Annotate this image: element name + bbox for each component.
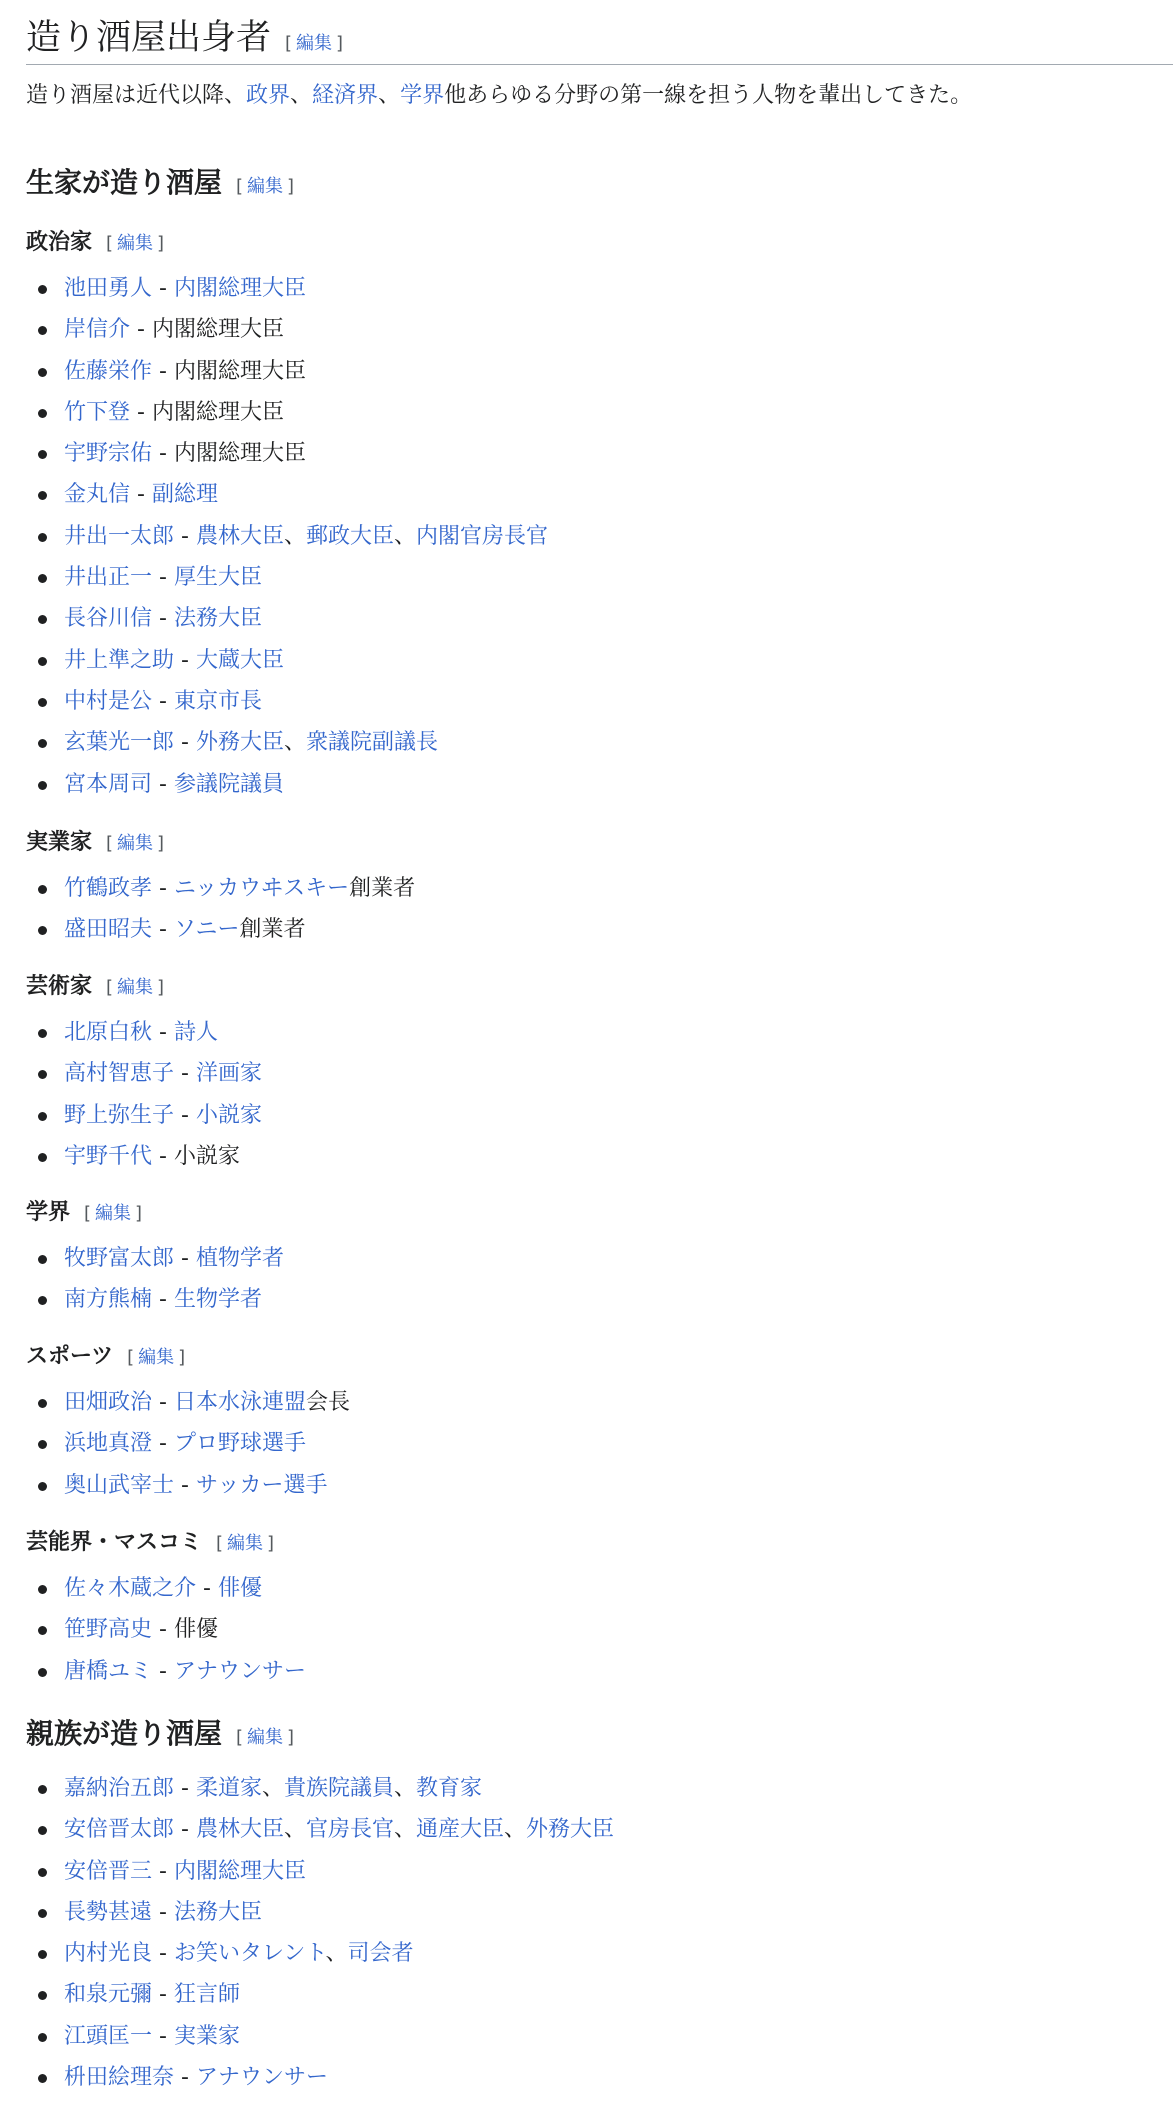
separator: - bbox=[152, 1858, 174, 1884]
role-link[interactable]: 厚生大臣 bbox=[173, 565, 262, 591]
role-link[interactable]: 通産大臣 bbox=[416, 1817, 505, 1843]
role-text: 会長 bbox=[305, 1390, 350, 1415]
page-title-text: 造り酒屋出身者 bbox=[26, 18, 272, 58]
person-list bbox=[26, 1012, 262, 1177]
edit-link[interactable]: 編集 bbox=[247, 176, 284, 197]
role-link[interactable]: ニッカウヰスキー bbox=[173, 876, 350, 901]
edit-section-wrapper: [ 編集 ] bbox=[106, 833, 165, 854]
role-text: 、 bbox=[283, 1817, 306, 1843]
person-list bbox=[26, 868, 415, 951]
separator: - bbox=[130, 317, 152, 343]
separator: - bbox=[174, 1472, 196, 1498]
role-link[interactable]: 生物学者 bbox=[173, 1287, 262, 1313]
intro-link-politics[interactable]: 政界 bbox=[246, 83, 291, 108]
list-item bbox=[26, 1423, 350, 1464]
person-link[interactable]: 笹野高史 bbox=[64, 1617, 153, 1643]
separator: - bbox=[152, 2023, 174, 2049]
section-heading-text: 親族が造り酒屋 bbox=[26, 1717, 223, 1750]
list-item bbox=[26, 516, 548, 557]
role-link[interactable]: 植物学者 bbox=[195, 1246, 284, 1271]
role-link[interactable]: 内閣総理大臣 bbox=[173, 276, 306, 301]
list-item bbox=[26, 764, 548, 805]
subsection-heading bbox=[26, 1196, 142, 1231]
separator: - bbox=[152, 1617, 174, 1643]
intro-text: 他あらゆる分野の第一線を担う人物を輩出してきた。 bbox=[444, 83, 973, 108]
person-list bbox=[26, 1382, 350, 1506]
role-link[interactable]: 狂言師 bbox=[173, 1982, 240, 2008]
list-item bbox=[26, 1892, 614, 1933]
role-link[interactable]: 詩人 bbox=[173, 1020, 218, 1045]
person-link[interactable]: 田畑政治 bbox=[64, 1390, 153, 1415]
role-text: 、 bbox=[283, 730, 306, 756]
list-item bbox=[26, 1136, 262, 1177]
person-link[interactable]: 嘉納治五郎 bbox=[64, 1776, 175, 1801]
person-link[interactable]: 北原白秋 bbox=[64, 1020, 153, 1045]
role-text: 、 bbox=[504, 1817, 527, 1843]
person-link[interactable]: 奥山武宰士 bbox=[64, 1472, 175, 1498]
intro-text: 造り酒屋は近代以降、 bbox=[26, 83, 247, 108]
separator: - bbox=[130, 482, 152, 508]
separator: - bbox=[152, 1390, 174, 1415]
subsection-heading bbox=[26, 226, 164, 261]
role-link[interactable]: 外務大臣 bbox=[195, 730, 284, 756]
person-link[interactable]: 長谷川信 bbox=[64, 606, 153, 632]
separator: - bbox=[152, 1287, 174, 1313]
list-item bbox=[26, 1279, 284, 1320]
edit-link[interactable]: 編集 bbox=[227, 1533, 264, 1554]
separator: - bbox=[152, 1431, 174, 1457]
list-item bbox=[26, 351, 548, 392]
person-link[interactable]: 佐藤栄作 bbox=[64, 358, 153, 384]
list-item bbox=[26, 1851, 614, 1892]
role-text: 、 bbox=[261, 1776, 284, 1801]
person-link[interactable]: 竹鶴政孝 bbox=[64, 876, 153, 901]
person-link[interactable]: 南方熊楠 bbox=[64, 1287, 153, 1313]
list-item bbox=[26, 268, 548, 309]
person-link[interactable]: 竹下登 bbox=[64, 399, 131, 425]
separator: - bbox=[152, 688, 174, 714]
role-link[interactable]: 小説家 bbox=[195, 1102, 262, 1128]
list-item bbox=[26, 1238, 284, 1279]
list-item bbox=[26, 1809, 614, 1850]
list-item bbox=[26, 681, 548, 722]
subsection-heading bbox=[26, 1526, 274, 1561]
person-link[interactable]: 井出正一 bbox=[64, 565, 153, 591]
role-link[interactable]: 司会者 bbox=[347, 1941, 414, 1967]
person-link[interactable]: 浜地真澄 bbox=[64, 1431, 153, 1457]
list-item bbox=[26, 1095, 262, 1136]
person-link[interactable]: 佐々木蔵之介 bbox=[64, 1576, 197, 1601]
list-item bbox=[26, 557, 548, 598]
edit-section-wrapper: [ 編集 ] bbox=[216, 1533, 275, 1554]
edit-link[interactable]: 編集 bbox=[296, 33, 333, 54]
list-item bbox=[26, 640, 548, 681]
role-link[interactable]: 農林大臣 bbox=[195, 523, 284, 549]
person-link[interactable]: 安倍晋太郎 bbox=[64, 1817, 175, 1843]
list-item bbox=[26, 1768, 614, 1809]
list-item bbox=[26, 868, 415, 909]
role-text: 、 bbox=[394, 523, 417, 549]
role-link[interactable]: プロ野球選手 bbox=[173, 1431, 306, 1457]
role-link[interactable]: 教育家 bbox=[416, 1776, 483, 1801]
person-link[interactable]: 池田勇人 bbox=[64, 276, 153, 301]
role-link[interactable]: 郵政大臣 bbox=[305, 523, 394, 549]
role-link[interactable]: 官房長官 bbox=[305, 1817, 394, 1843]
person-link[interactable]: 盛田昭夫 bbox=[64, 917, 153, 943]
subsection-heading-text: 政治家 bbox=[26, 230, 93, 255]
role-link[interactable]: 大蔵大臣 bbox=[195, 647, 284, 673]
separator: - bbox=[174, 1776, 196, 1801]
section-heading-text: 生家が造り酒屋 bbox=[26, 166, 223, 199]
separator: - bbox=[152, 1020, 174, 1045]
edit-link[interactable]: 編集 bbox=[117, 233, 154, 254]
list-item bbox=[26, 2016, 614, 2057]
role-link[interactable]: 実業家 bbox=[173, 2023, 240, 2049]
edit-section-wrapper: [ 編集 ] bbox=[285, 33, 344, 54]
person-link[interactable]: 高村智恵子 bbox=[64, 1061, 175, 1087]
subsection-heading-text: 芸能界・マスコミ bbox=[26, 1530, 203, 1555]
separator: - bbox=[152, 565, 174, 591]
person-list bbox=[26, 1238, 284, 1321]
list-item bbox=[26, 598, 548, 639]
person-link[interactable]: 牧野富太郎 bbox=[64, 1246, 175, 1271]
separator: - bbox=[152, 606, 174, 632]
subsection-heading-text: スポーツ bbox=[26, 1344, 114, 1369]
person-link[interactable]: 枡田絵理奈 bbox=[64, 2065, 175, 2091]
role-text: 俳優 bbox=[173, 1617, 218, 1643]
person-link[interactable]: 江頭匡一 bbox=[64, 2023, 153, 2049]
role-link[interactable]: 副総理 bbox=[151, 482, 218, 508]
role-link[interactable]: 俳優 bbox=[217, 1576, 262, 1601]
person-list bbox=[26, 1568, 306, 1692]
person-list bbox=[26, 268, 548, 805]
role-link[interactable]: 内閣総理大臣 bbox=[173, 1858, 306, 1884]
separator: - bbox=[152, 358, 174, 384]
separator: - bbox=[152, 1941, 174, 1967]
list-item bbox=[26, 2057, 614, 2098]
role-link[interactable]: 日本水泳連盟 bbox=[173, 1390, 306, 1415]
edit-link[interactable]: 編集 bbox=[117, 833, 154, 854]
list-item bbox=[26, 1974, 614, 2015]
subsection-heading bbox=[26, 970, 164, 1005]
list-item bbox=[26, 392, 548, 433]
role-link[interactable]: 農林大臣 bbox=[195, 1817, 284, 1843]
edit-section-wrapper: [ 編集 ] bbox=[106, 233, 165, 254]
subsection-heading-text: 実業家 bbox=[26, 830, 93, 855]
separator: - bbox=[152, 917, 174, 943]
list-item bbox=[26, 1568, 306, 1609]
role-link[interactable]: ソニー bbox=[173, 917, 240, 943]
separator: - bbox=[174, 523, 196, 549]
list-item bbox=[26, 309, 548, 350]
person-list bbox=[26, 1768, 614, 2098]
role-text: 内閣総理大臣 bbox=[151, 317, 284, 343]
person-link[interactable]: 宇野千代 bbox=[64, 1143, 153, 1169]
separator: - bbox=[174, 2065, 196, 2091]
intro-link-academia[interactable]: 学界 bbox=[400, 83, 445, 108]
separator: - bbox=[174, 1817, 196, 1843]
list-item bbox=[26, 1465, 350, 1506]
separator: - bbox=[174, 647, 196, 673]
person-link[interactable]: 内村光良 bbox=[64, 1941, 153, 1967]
person-link[interactable]: 中村是公 bbox=[64, 688, 153, 714]
separator: - bbox=[152, 876, 174, 901]
person-link[interactable]: 唐橋ユミ bbox=[64, 1658, 153, 1684]
role-text: 内閣総理大臣 bbox=[173, 441, 306, 467]
separator: - bbox=[174, 1246, 196, 1271]
list-item bbox=[26, 474, 548, 515]
list-item bbox=[26, 1012, 262, 1053]
intro-sep: 、 bbox=[290, 83, 313, 108]
separator: - bbox=[174, 730, 196, 756]
intro-link-business[interactable]: 経済界 bbox=[312, 83, 379, 108]
role-link[interactable]: アナウンサー bbox=[173, 1658, 306, 1684]
subsection-heading bbox=[26, 1340, 185, 1375]
person-link[interactable]: 和泉元彌 bbox=[64, 1982, 153, 2008]
role-text: 小説家 bbox=[173, 1143, 240, 1169]
person-link[interactable]: 長勢甚遠 bbox=[64, 1899, 153, 1925]
person-link[interactable]: 玄葉光一郎 bbox=[64, 730, 175, 756]
article bbox=[0, 0, 1173, 113]
person-link[interactable]: 井上準之助 bbox=[64, 647, 175, 673]
list-item bbox=[26, 722, 548, 763]
person-link[interactable]: 安倍晋三 bbox=[64, 1858, 153, 1884]
role-text: 、 bbox=[283, 523, 306, 549]
edit-section-wrapper: [ 編集 ] bbox=[236, 176, 295, 197]
person-link[interactable]: 井出一太郎 bbox=[64, 523, 175, 549]
role-text: 内閣総理大臣 bbox=[173, 358, 306, 384]
edit-link[interactable]: 編集 bbox=[247, 1727, 284, 1748]
list-item bbox=[26, 433, 548, 474]
person-link[interactable]: 岸信介 bbox=[64, 317, 131, 343]
separator: - bbox=[174, 1061, 196, 1087]
list-item bbox=[26, 1933, 614, 1974]
separator: - bbox=[196, 1576, 218, 1601]
edit-link[interactable]: 編集 bbox=[117, 977, 154, 998]
role-link[interactable]: 内閣官房長官 bbox=[416, 523, 549, 549]
role-link[interactable]: アナウンサー bbox=[195, 2065, 328, 2091]
separator: - bbox=[152, 441, 174, 467]
person-link[interactable]: 野上弥生子 bbox=[64, 1102, 175, 1128]
edit-section-wrapper: [ 編集 ] bbox=[84, 1203, 143, 1224]
role-link[interactable]: 東京市長 bbox=[173, 688, 262, 714]
role-text: 、 bbox=[325, 1941, 348, 1967]
role-link[interactable]: お笑いタレント bbox=[173, 1941, 326, 1967]
separator: - bbox=[174, 1102, 196, 1128]
role-text: 創業者 bbox=[239, 917, 306, 943]
edit-section-wrapper: [ 編集 ] bbox=[127, 1347, 186, 1368]
list-item bbox=[26, 1651, 306, 1692]
separator: - bbox=[130, 399, 152, 425]
person-link[interactable]: 宇野宗佑 bbox=[64, 441, 153, 467]
role-text: 、 bbox=[394, 1776, 417, 1801]
page-title bbox=[26, 0, 1173, 65]
role-link[interactable]: 法務大臣 bbox=[173, 1899, 262, 1925]
separator: - bbox=[152, 276, 174, 301]
role-link[interactable]: 参議院議員 bbox=[173, 771, 284, 797]
person-link[interactable]: 金丸信 bbox=[64, 482, 131, 508]
separator: - bbox=[152, 1658, 174, 1684]
list-item bbox=[26, 1609, 306, 1650]
role-link[interactable]: 法務大臣 bbox=[173, 606, 262, 632]
separator: - bbox=[152, 1982, 174, 2008]
role-link[interactable]: 衆議院副議長 bbox=[305, 730, 438, 756]
role-link[interactable]: 外務大臣 bbox=[526, 1817, 615, 1843]
person-link[interactable]: 宮本周司 bbox=[64, 771, 153, 797]
subsection-heading bbox=[26, 826, 164, 861]
role-text: 創業者 bbox=[349, 876, 416, 901]
role-text: 内閣総理大臣 bbox=[151, 399, 284, 425]
role-link[interactable]: 貴族院議員 bbox=[283, 1776, 394, 1801]
edit-section-wrapper: [ 編集 ] bbox=[236, 1727, 295, 1748]
separator: - bbox=[152, 1143, 174, 1169]
role-link[interactable]: 洋画家 bbox=[195, 1061, 262, 1087]
separator: - bbox=[152, 771, 174, 797]
subsection-heading-text: 芸術家 bbox=[26, 974, 93, 999]
section-heading bbox=[26, 163, 294, 207]
edit-link[interactable]: 編集 bbox=[95, 1203, 132, 1224]
subsection-heading-text: 学界 bbox=[26, 1200, 71, 1225]
role-link[interactable]: 柔道家 bbox=[195, 1776, 262, 1801]
edit-section-wrapper: [ 編集 ] bbox=[106, 977, 165, 998]
list-item bbox=[26, 909, 415, 950]
list-item bbox=[26, 1382, 350, 1423]
section-heading bbox=[26, 1714, 294, 1758]
separator: - bbox=[152, 1899, 174, 1925]
intro-sep: 、 bbox=[378, 83, 401, 108]
intro-paragraph bbox=[26, 79, 1173, 113]
role-text: 、 bbox=[394, 1817, 417, 1843]
edit-link[interactable]: 編集 bbox=[138, 1347, 175, 1368]
role-link[interactable]: サッカー選手 bbox=[195, 1472, 328, 1498]
list-item bbox=[26, 1053, 262, 1094]
